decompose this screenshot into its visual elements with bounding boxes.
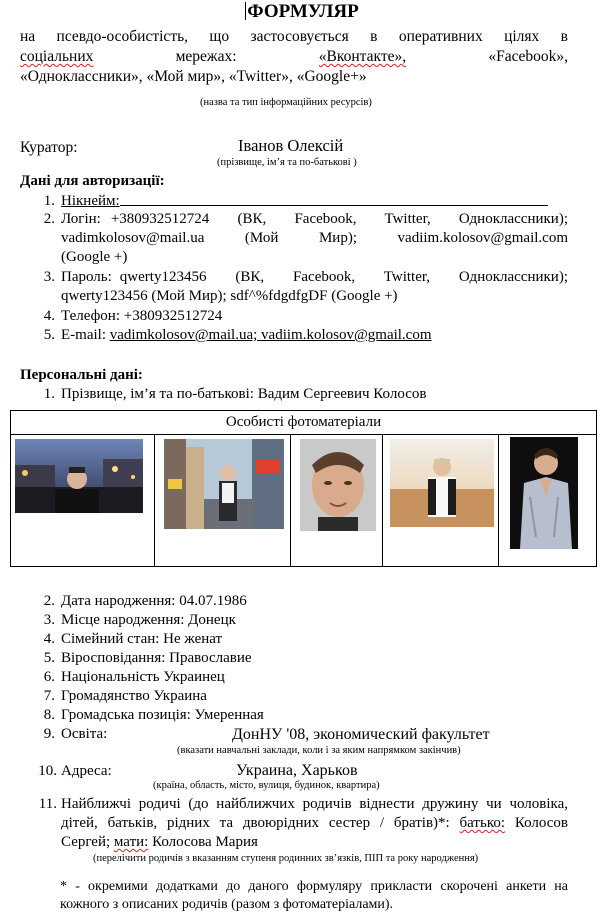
education-value: ДонНУ '08, экономический факультет <box>232 726 490 743</box>
auth-item-nickname: 1. Нікнейм: <box>33 191 568 211</box>
education-note: (вказати навчальні заклади, коли і за яким напрямком закінчив) <box>177 745 461 756</box>
intro-line-2: соціальних мережах: «Вконтакте», «Facebook», <box>20 48 568 65</box>
photo-table <box>10 410 597 567</box>
personal-heading: Персональні дані: <box>20 367 143 383</box>
curator-value: Іванов Олексій <box>238 136 344 155</box>
relatives-line-2: дітей, батьків, рідних та двоюрідних сестер / братів)*: батько: Колосов <box>61 815 569 831</box>
photo-cell-1 <box>11 435 155 567</box>
personal-item-citizenship: 7. Громадянство Украина <box>43 688 207 704</box>
intro-line-1: на псевдо-особистість, що застосовується в оперативних цілях в <box>20 28 568 45</box>
photo-table-header: Особисті фотоматеріали <box>11 411 596 435</box>
auth-item-login: 2. Логін: +380932512724 (ВК, Facebook, Twitter, Одноклассники); vadimkolosov@mail.ua (Мой Мир); vadiim.kolosov@gmail.com (Google +) <box>43 211 568 265</box>
footnote: * - окремими додатками до даного формуляру прикласти скорочені анкети на кожного з описаних родичів (разом з фотоматеріалами). <box>60 879 568 912</box>
intro-line-3: «Одноклассники», «Мой мир», «Twitter», «Google+» <box>20 68 367 85</box>
intro-block <box>20 27 568 87</box>
relatives-line-3: Сергей; мати: Колосова Мария <box>61 834 258 850</box>
personal-item-birthplace: 3. Місце народження: Донецк <box>43 612 236 628</box>
personal-item-position: 8. Громадська позиція: Умеренная <box>43 707 264 723</box>
photo-cell-3 <box>291 435 383 567</box>
personal-item-education: 9. Освіта: <box>43 726 108 742</box>
personal-item-religion: 5. Віросповідання: Православие <box>43 650 252 666</box>
nickname-blank-line <box>120 191 548 206</box>
photo-row <box>11 435 596 567</box>
curator-note: (прізвище, ім’я та по-батькові ) <box>217 157 357 168</box>
photo-5[interactable] <box>510 437 578 549</box>
photo-cell-5 <box>499 435 596 567</box>
auth-item-phone: 4. Телефон: +380932512724 <box>43 308 223 324</box>
relatives-note: (перелічити родичів з вказанням ступеня родинних зв’язків, ПІП та року народження) <box>93 853 479 864</box>
personal-item-birthdate: 2. Дата народження: 04.07.1986 <box>43 593 247 609</box>
personal-item-marital: 4. Сімейний стан: Не женат <box>43 631 223 647</box>
address-note: (країна, область, місто, вулиця, будинок, квартира) <box>153 780 380 791</box>
personal-item-nationality: 6. Національність Украинец <box>43 669 225 685</box>
auth-heading: Дані для авторизації: <box>20 173 165 189</box>
photo-2[interactable] <box>164 439 284 529</box>
auth-item-password: 3. Пароль: qwerty123456 (ВК, Facebook, Twitter, Одноклассники); qwerty123456 (Мой Мир); sdf^%fdgdfgDF (Google +) <box>43 269 568 304</box>
personal-item-relatives: 11. Найближчі родичі (до найближчих родичів віднести дружину чи чоловіка, дітей, батьків, рідних та двоюрідних сестер / братів)*: батько: Колосов Сергей; мати: Колосова Мария <box>38 796 569 850</box>
photo-3[interactable] <box>300 439 376 531</box>
address-value: Украина, Харьков <box>236 762 358 779</box>
photo-cell-4 <box>383 435 500 567</box>
photo-1[interactable] <box>15 439 143 513</box>
page-title: ФОРМУЛЯР <box>247 1 359 22</box>
auth-item-email: 5. E-mail: vadimkolosov@mail.ua; vadiim.kolosov@gmail.com <box>43 327 432 343</box>
curator-label: Куратор: <box>20 139 78 156</box>
personal-item-fullname: 1. Прізвище, ім’я та по-батькові: Вадим Сергеевич Колосов <box>43 386 427 402</box>
photo-4[interactable] <box>390 439 494 527</box>
personal-item-address: 10. Адреса: <box>38 763 112 779</box>
intro-note: (назва та тип інформаційних ресурсів) <box>200 97 372 108</box>
photo-cell-2 <box>155 435 292 567</box>
